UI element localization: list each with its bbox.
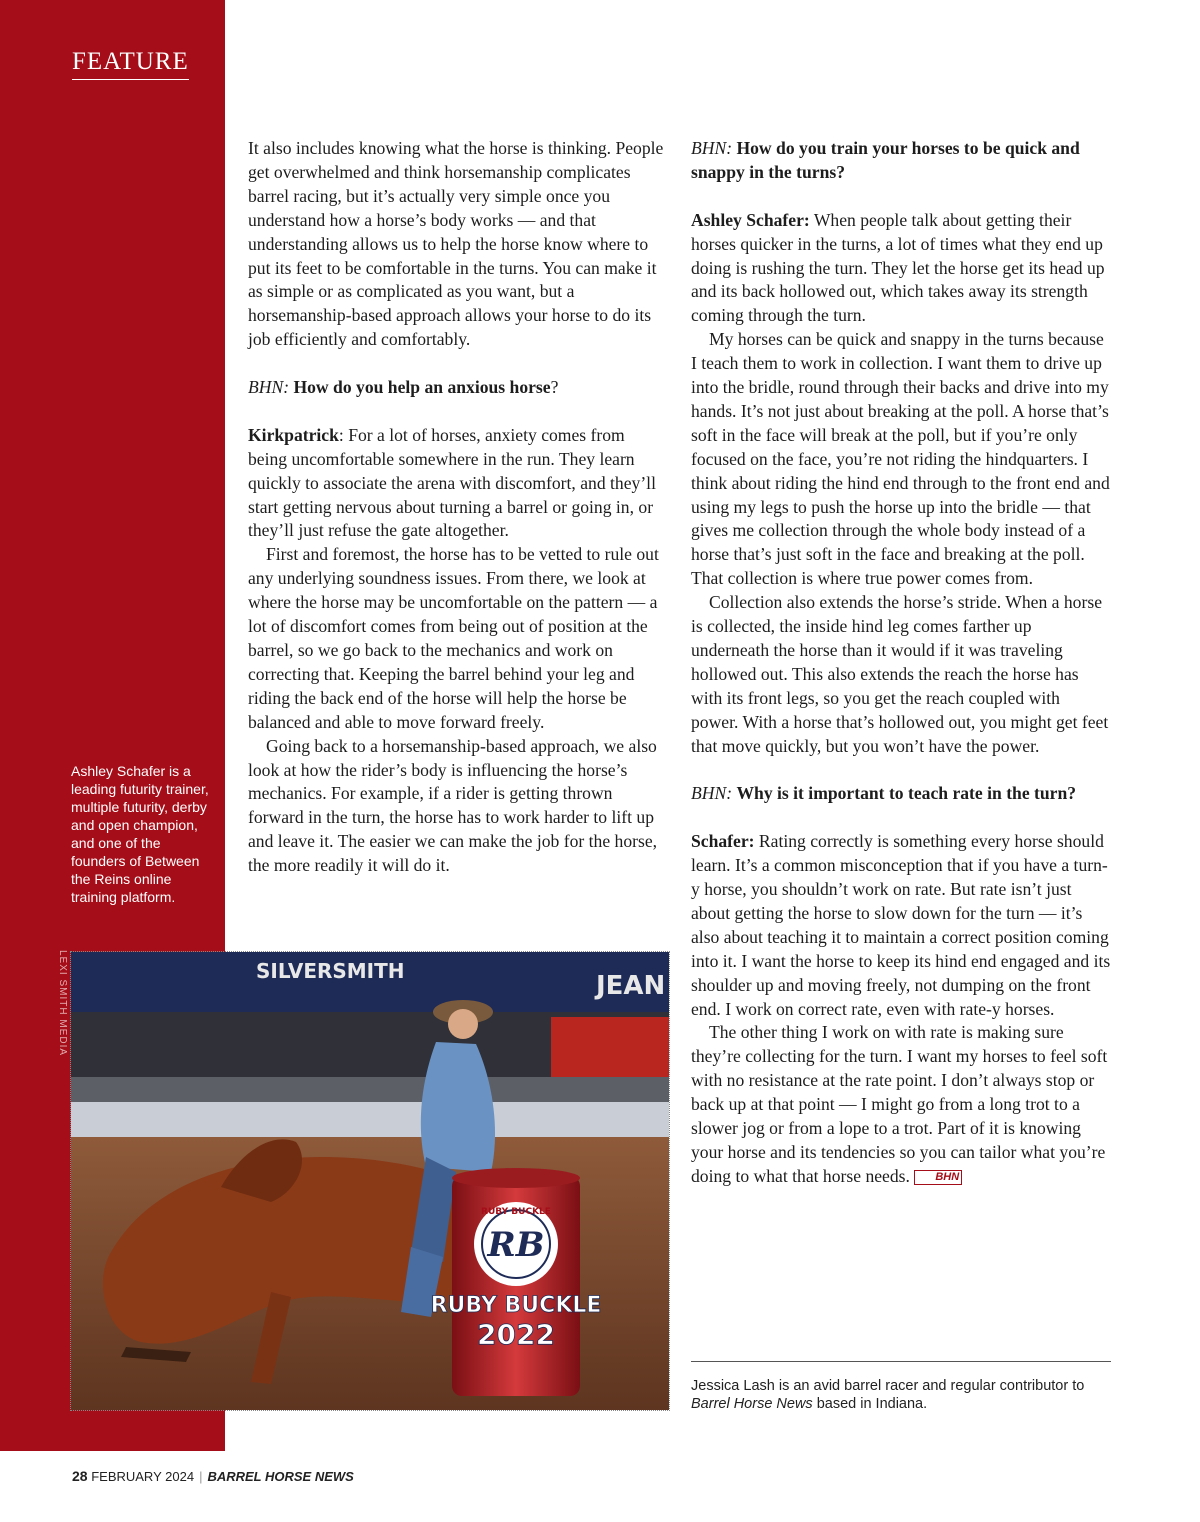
paragraph: It also includes knowing what the horse is thinking. People get overwhelmed and think horsemanship complicates barrel racing, but it’s actually very simple once you understand how a horse’s body works — and that understanding allows us to help the horse know where to put its feet to be comfortable in the turns. You can make it as simple or as complicated as you want, but a horsemanship-based approach allows your horse to do its job efficiently and comfortably.: [248, 138, 664, 350]
barrel: [431, 1168, 602, 1396]
question-quick-turns: [691, 137, 1111, 185]
answer-anxious-horse: [248, 424, 668, 544]
paragraph-final: [691, 1021, 1111, 1188]
answer-text: : For a lot of horses, anxiety comes from being uncomfortable somewhere in the run. They learn quickly to associate the arena with discomfort, and they’ll start getting nervous about turning a barrel or going in, or they’ll just refuse the gate altogether.: [248, 424, 656, 541]
paragraph: First and foremost, the horse has to be vetted to rule out any underlying soundness issues. From there, we look at where the horse may be uncomfortable on the pattern — a lot of discomfort comes from being out of position at the barrel, so we go back to the mechanics and work on correcting that. Keeping the barrel behind your leg and riding the back end of the horse will help the horse be balanced and able to move forward freely.: [248, 544, 659, 732]
question-rate: [691, 782, 1111, 806]
question-text: How do you train your horses to be quick and snappy in the turns?: [691, 138, 1080, 182]
speaker-name: Schafer:: [691, 831, 755, 852]
publication-name: Barrel Horse News: [691, 1396, 813, 1412]
answer-quick-turns: [691, 209, 1111, 329]
barrel-logo-text: RB: [487, 1225, 545, 1265]
question-text: How do you help an anxious horse: [293, 377, 551, 398]
barrel-racing-photo: [70, 951, 670, 1411]
author-note-suffix: based in Indiana.: [812, 1396, 928, 1412]
jeans-banner: JEAN: [596, 971, 666, 1001]
silversmith-banner: SILVERSMITH: [256, 959, 405, 983]
answer-rate: [691, 830, 1111, 1021]
paragraph: Collection also extends the horse’s stride. When a horse is collected, the inside hind leg comes farther up underneath the horse than it would if it was traveling hollowed out. This also extends the reach the horse has with its front legs, so you get the reach coupled with power. With a horse that’s hollowed out, you might get feet that move quickly, but you won’t have the power.: [691, 592, 1109, 756]
speaker-name: Ashley Schafer:: [691, 209, 810, 230]
magazine-name: BARREL HORSE NEWS: [207, 1469, 354, 1484]
page-footer: [72, 1468, 354, 1484]
issue-date: FEBRUARY 2024: [91, 1469, 195, 1484]
question-mark: ?: [550, 377, 559, 398]
photo-caption: Ashley Schafer is a leading futurity trainer, multiple futurity, derby and open champion, and one of the founders of Between the Reins online training platform.: [71, 763, 209, 905]
question-prefix: BHN:: [691, 783, 733, 804]
footer-separator: |: [199, 1469, 203, 1484]
photo-credit: LEXI SMITH MEDIA: [57, 950, 68, 1057]
divider: [691, 1361, 1111, 1362]
barrel-arc-text: RUBY BUCKLE: [481, 1207, 551, 1217]
paragraph: My horses can be quick and snappy in the turns because I teach them to work in collection. I want them to drive up into the bridle, round through their backs and drive into my hands. It’s not just about breaking at the poll. A horse that’s soft in the face will break at the poll, but if you’re only focused on the face, you’re not riding the hindquarters. I think about riding the hind end through to the front end and using my legs to push the horse up into the bridle — that gives me collection through the whole body instead of a horse that’s just soft in the face and breaking at the poll. That collection is where true power comes from.: [691, 329, 1110, 589]
section-label: FEATURE: [72, 48, 189, 80]
barrel-year: 2022: [477, 1318, 555, 1351]
author-note-text: Jessica Lash is an avid barrel racer and regular contributor to: [691, 1378, 1085, 1394]
paragraph: Going back to a horsemanship-based approach, we also look at how the rider’s body is influencing the horse’s mechanics. For example, if a rider is getting thrown forward in the turn, the horse has to work harder to lift up and leave it. The easier we can make the job for the horse, the more readily it will do it.: [248, 735, 658, 876]
paragraph-text: The other thing I work on with rate is making sure they’re collecting for the turn. I want my horses to feel soft with no resistance at the rate point. I don’t always stop or back up at that point — I might go from a long trot to a slower jog or from a lope to a trot. Part of it is knowing your horse and its tendencies so you can tailor what you’re doing to what that horse needs.: [691, 1022, 1108, 1186]
right-column: [691, 137, 1111, 1189]
question-prefix: BHN:: [691, 138, 733, 158]
question-prefix: BHN:: [248, 377, 290, 398]
page-number: 28: [72, 1468, 88, 1484]
left-column: [248, 137, 668, 878]
speaker-name: Kirkpatrick: [248, 424, 339, 445]
end-mark-icon: BHN: [914, 1170, 962, 1185]
question-text: Why is it important to teach rate in the turn?: [736, 783, 1077, 804]
answer-text: When people talk about getting their horses quicker in the turns, a lot of times what they end up doing is rushing the turn. They let the horse get its head up and its back hollowed out, which takes away its strength coming through the turn.: [691, 209, 1105, 326]
author-note: [691, 1377, 1111, 1413]
barrel-title: RUBY BUCKLE: [430, 1293, 602, 1318]
answer-text: Rating correctly is something every horse should learn. It’s a common misconception that if you have a turn-y horse, you shouldn’t work on rate. But rate isn’t just about getting the horse to slow down for the turn — it’s also about teaching it to maintain a correct position coming into it. I want the horse to keep its hind end engaged and its shoulder up and moving freely, not dumping on the front end. I work on correct rate, even with rate-y horses.: [691, 831, 1111, 1019]
question-anxious-horse: [248, 376, 668, 400]
